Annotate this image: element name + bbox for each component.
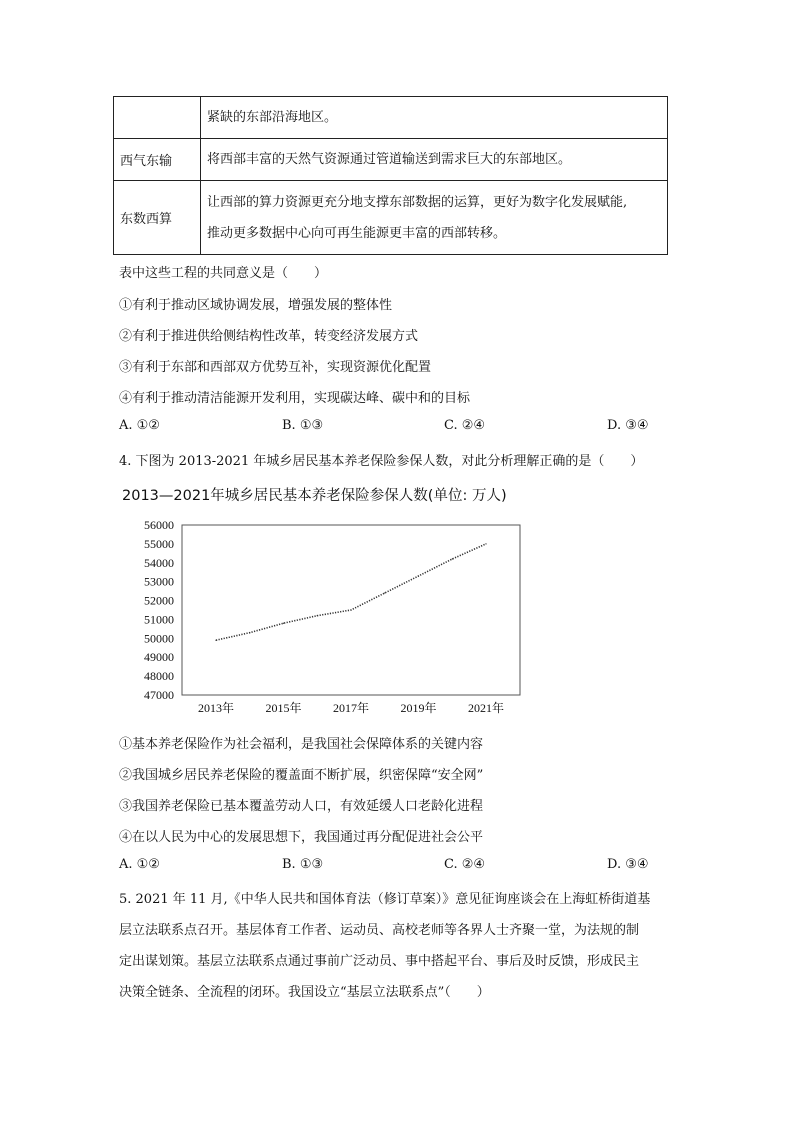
- table-row: [114, 139, 668, 181]
- q4-statement-4: ④在以人民为中心的发展思想下，我国通过再分配促进社会公平: [119, 830, 484, 845]
- q4-option-b[interactable]: B. ①③: [282, 857, 324, 872]
- y-tick-label: 48000: [144, 669, 174, 684]
- x-tick-label: 2015年: [265, 701, 302, 715]
- q3-stem: 表中这些工程的共同意义是（ ）: [119, 266, 328, 281]
- q4-option-c[interactable]: C. ②④: [444, 857, 486, 872]
- project-desc-cell: [201, 181, 668, 255]
- project-name-cell: [114, 97, 201, 139]
- project-desc-cell: [201, 139, 668, 181]
- data-point: [283, 623, 284, 624]
- q3-statement-4: ④有利于推动清洁能源开发利用，实现碳达峰、碳中和的目标: [119, 391, 471, 406]
- table-row: [114, 97, 668, 139]
- q5-line-4: 决策全链条、全流程的闭环。我国设立“基层立法联系点”（ ）: [119, 985, 490, 1000]
- project-desc-cell: [201, 97, 668, 139]
- desc-line: 将西部丰富的天然气资源通过管道输送到需求巨大的东部地区。: [207, 152, 572, 167]
- enrollment-line-chart: [110, 515, 540, 715]
- data-point: [249, 632, 250, 633]
- y-tick-label: 52000: [144, 593, 174, 608]
- y-tick-label: 56000: [144, 518, 174, 532]
- data-point: [384, 592, 385, 593]
- x-tick-label: 2017年: [332, 701, 370, 715]
- y-tick-label: 55000: [144, 536, 174, 551]
- q4-statement-1: ①基本养老保险作为社会福利，是我国社会保障体系的关键内容: [119, 737, 484, 752]
- q3-statement-2: ②有利于推进供给侧结构性改革，转变经济发展方式: [119, 329, 419, 344]
- data-point: [350, 609, 351, 610]
- q4-option-d[interactable]: D. ③④: [607, 857, 649, 872]
- data-point: [452, 558, 453, 559]
- data-point: [418, 575, 419, 576]
- q3-statement-1: ①有利于推动区域协调发展，增强发展的整体性: [119, 298, 393, 313]
- q3-option-b[interactable]: B. ①③: [282, 418, 324, 433]
- x-tick-label: 2021年: [467, 701, 505, 715]
- y-tick-label: 51000: [144, 612, 174, 627]
- project-table: [113, 96, 668, 255]
- project-name-cell: 东数西算: [114, 181, 201, 255]
- q3-statement-3: ③有利于东部和西部双方优势互补，实现资源优化配置: [119, 360, 432, 375]
- q5-line-2: 层立法联系点召开。基层体育工作者、运动员、高校老师等各界人士齐聚一堂，为法规的制: [119, 923, 640, 938]
- x-tick-label: 2019年: [400, 701, 437, 715]
- y-tick-label: 54000: [144, 555, 174, 570]
- q4-statement-2: ②我国城乡居民养老保险的覆盖面不断扩展，织密保障“安全网”: [119, 768, 484, 783]
- q4-option-a[interactable]: A. ①②: [119, 857, 160, 872]
- desc-line: 紧缺的东部沿海地区。: [207, 110, 338, 125]
- q4-statement-3: ③我国养老保险已基本覆盖劳动人口，有效延缓人口老龄化进程: [119, 799, 484, 814]
- chart-title: 2013—2021年城乡居民基本养老保险参保人数(单位: 万人): [122, 488, 507, 504]
- data-point: [215, 640, 216, 641]
- q4-stem: 4. 下图为 2013-2021 年城乡居民基本养老保险参保人数，对此分析理解正确的是（ ）: [119, 454, 644, 469]
- data-point: [485, 543, 486, 544]
- y-tick-label: 47000: [144, 688, 174, 702]
- y-tick-label: 53000: [144, 574, 174, 589]
- data-point: [317, 615, 318, 616]
- y-tick-label: 49000: [144, 650, 174, 665]
- q5-line-1: 5. 2021 年 11 月,《中华人民共和国体育法（修订草案）》意见征询座谈会在上海虹桥街道基: [119, 892, 651, 907]
- x-tick-label: 2013年: [197, 701, 235, 715]
- q3-option-d[interactable]: D. ③④: [607, 418, 649, 433]
- y-tick-label: 50000: [144, 631, 174, 646]
- q3-option-a[interactable]: A. ①②: [119, 418, 160, 433]
- desc-line: 让西部的算力资源更充分地支撑东部数据的运算，更好为数字化发展赋能,: [207, 194, 628, 210]
- q5-line-3: 定出谋划策。基层立法联系点通过事前广泛动员、事中搭起平台、事后及时反馈，形成民主: [119, 954, 640, 969]
- q3-option-c[interactable]: C. ②④: [444, 418, 486, 433]
- series-line: [216, 544, 486, 640]
- desc-line: 推动更多数据中心向可再生能源更丰富的西部转移。: [207, 225, 507, 241]
- table-row: [114, 181, 668, 255]
- project-name-cell: 西气东输: [114, 139, 201, 181]
